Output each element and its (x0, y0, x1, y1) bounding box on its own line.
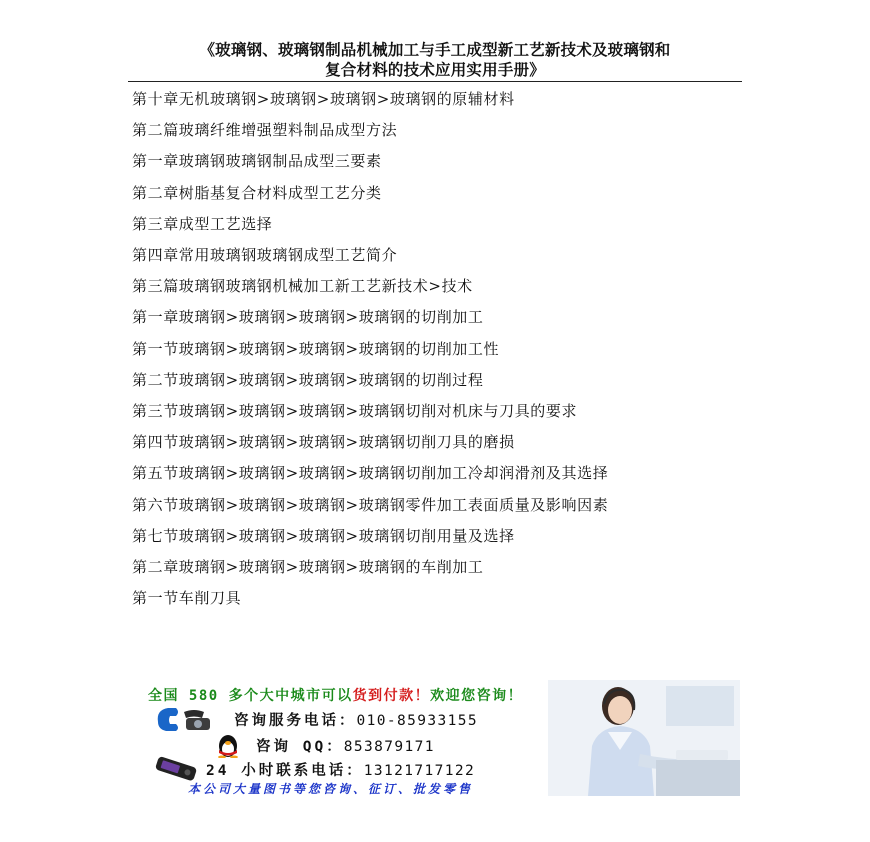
hotline-number: 13121717122 (363, 763, 476, 779)
toc-entry: 第四章常用玻璃钢玻璃钢成型工艺简介 (132, 246, 398, 265)
hotline-line: 24 小时联系电话：13121717122 (206, 763, 476, 779)
customer-service-photo (548, 680, 740, 796)
ad-footer-text: 本公司大量图书等您咨询、征订、批发零售 (188, 782, 474, 796)
toc-entry: 第一节车削刀具 (132, 589, 242, 608)
title-line-2: 复合材料的技术应用实用手册》 (325, 60, 545, 79)
toc-entry: 第十章无机玻璃钢>玻璃钢>玻璃钢>玻璃钢的原辅材料 (132, 90, 515, 108)
mobile-phone-icon (152, 756, 202, 782)
toc-entry: 第三篇玻璃钢玻璃钢机械加工新工艺新技术>技术 (132, 277, 473, 296)
telephone-icon (154, 702, 224, 732)
phone-number: 010-85933155 (356, 713, 479, 729)
toc-entry: 第三节玻璃钢>玻璃钢>玻璃钢>玻璃钢切削对机床与刀具的要求 (132, 402, 578, 421)
toc-entry: 第二节玻璃钢>玻璃钢>玻璃钢>玻璃钢的切削过程 (132, 370, 484, 389)
operator-illustration (548, 680, 740, 796)
toc-entry: 第二篇玻璃纤维增强塑料制品成型方法 (132, 121, 398, 140)
toc-entry: 第一章玻璃钢>玻璃钢>玻璃钢>玻璃钢的切削加工 (132, 308, 484, 327)
qq-line: 咨询 QQ：853879171 (256, 739, 435, 755)
contact-ad-banner (148, 680, 740, 796)
toc-entry: 第五节玻璃钢>玻璃钢>玻璃钢>玻璃钢切削加工冷却润滑剂及其选择 (132, 464, 609, 483)
table-of-contents (132, 84, 744, 614)
toc-entry: 第二章玻璃钢>玻璃钢>玻璃钢>玻璃钢的车削加工 (132, 558, 484, 577)
qq-penguin-icon (214, 732, 242, 758)
toc-entry: 第六节玻璃钢>玻璃钢>玻璃钢>玻璃钢零件加工表面质量及影响因素 (132, 495, 609, 514)
toc-entry: 第四节玻璃钢>玻璃钢>玻璃钢>玻璃钢切削刀具的磨损 (132, 433, 515, 452)
toc-entry: 第一章玻璃钢玻璃钢制品成型三要素 (132, 152, 382, 171)
document-title (128, 40, 742, 80)
title-divider (128, 81, 742, 82)
ad-headline: 全国 580 多个大中城市可以货到付款！欢迎您咨询！ (148, 688, 524, 704)
toc-entry: 第二章树脂基复合材料成型工艺分类 (132, 183, 382, 202)
qq-number: 853879171 (343, 739, 435, 755)
title-line-1: 《玻璃钢、玻璃钢制品机械加工与手工成型新工艺新技术及玻璃钢和 (199, 40, 671, 59)
phone-line: 咨询服务电话：010-85933155 (234, 713, 479, 729)
toc-entry: 第七节玻璃钢>玻璃钢>玻璃钢>玻璃钢切削用量及选择 (132, 526, 515, 545)
cod-highlight: 货到付款！ (352, 688, 431, 704)
toc-entry: 第一节玻璃钢>玻璃钢>玻璃钢>玻璃钢的切削加工性 (132, 339, 500, 358)
toc-entry: 第三章成型工艺选择 (132, 214, 273, 233)
